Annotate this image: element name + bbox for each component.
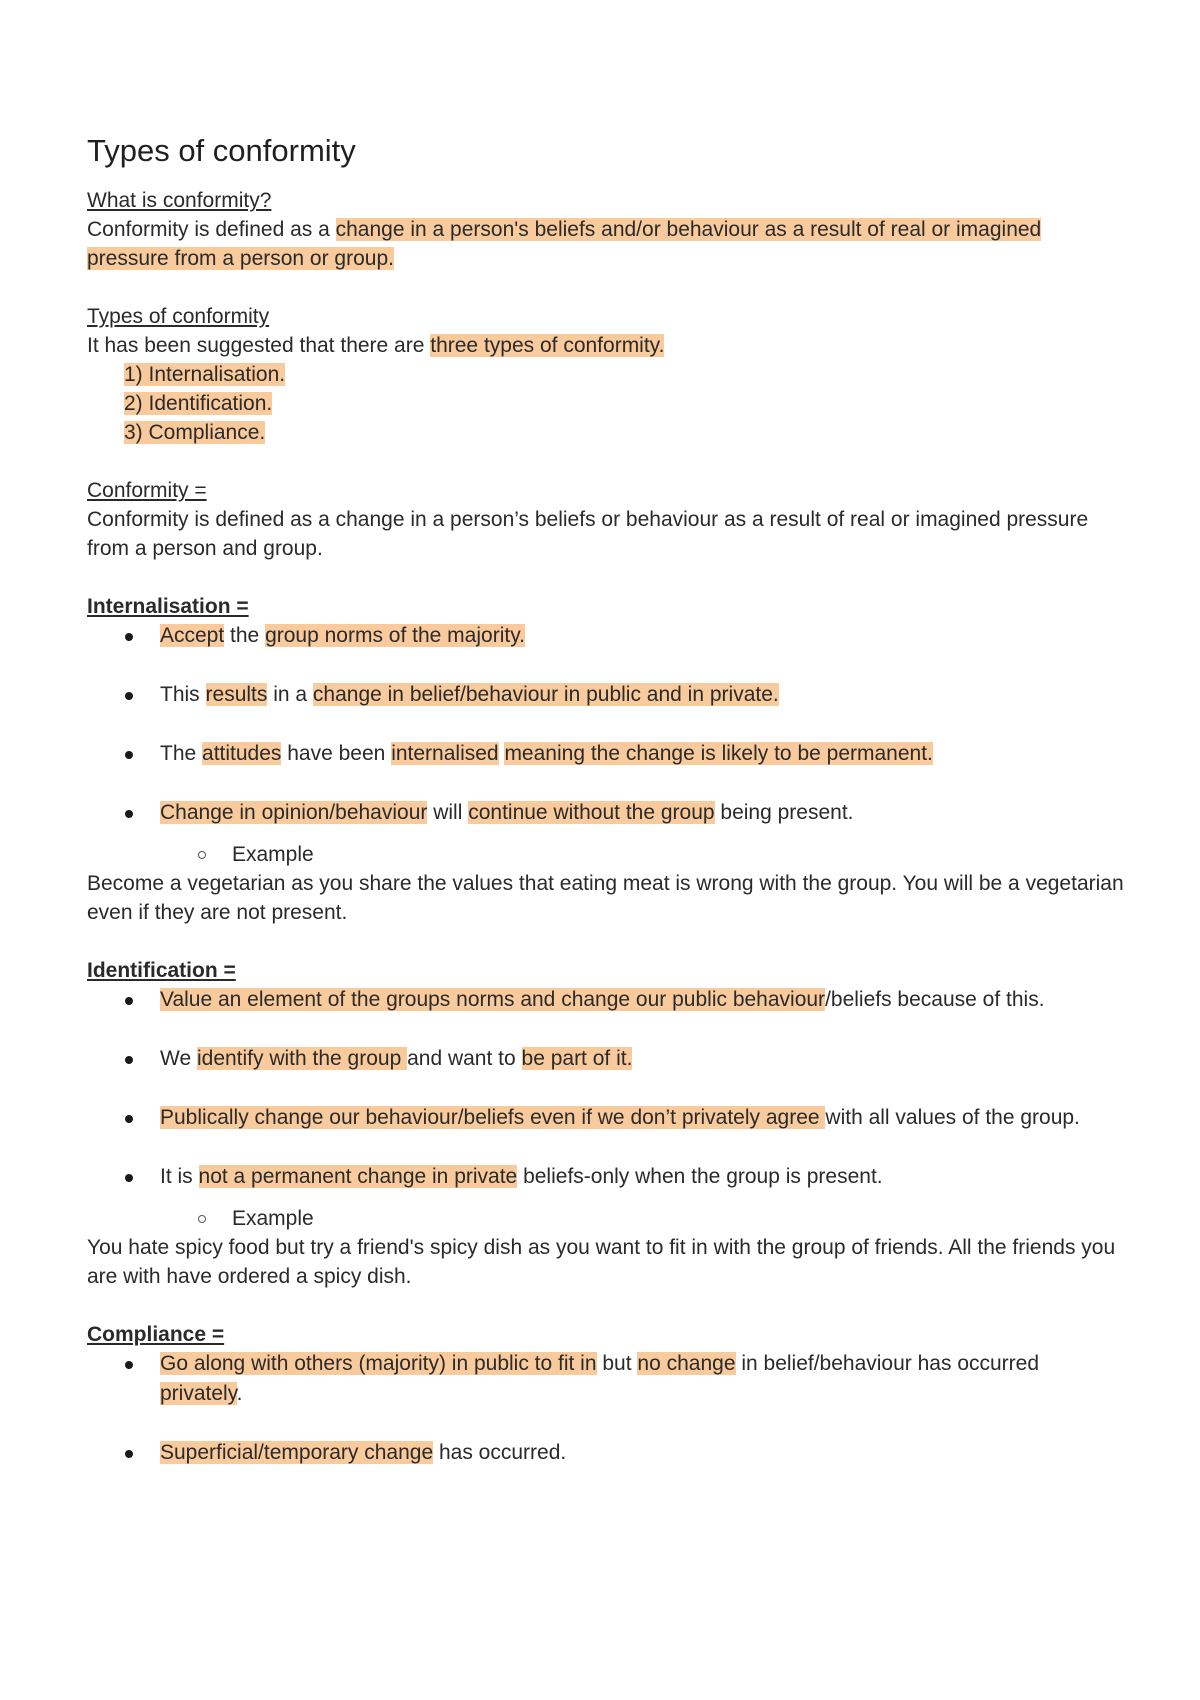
identification-heading [87, 956, 1127, 985]
types-heading [87, 302, 1127, 331]
text-run: . [236, 1382, 243, 1406]
bullet-icon [125, 1361, 133, 1369]
highlighted-text: no change [637, 1352, 736, 1376]
text-run: This [160, 683, 206, 707]
list-item [87, 1103, 1127, 1133]
highlighted-text: Publically change our behaviour/beliefs even if we don’t privately agree [160, 1106, 826, 1130]
bullet-icon [125, 1174, 133, 1182]
text-run: but [596, 1352, 638, 1376]
text-run: being present. [714, 801, 854, 825]
page-title: Types of conformity [87, 133, 356, 168]
text-run: Compliance = [87, 1323, 225, 1347]
highlighted-text: attitudes [202, 742, 282, 766]
list-item [87, 1044, 1127, 1074]
highlighted-text: Accept [160, 624, 225, 648]
example-label [87, 1204, 1127, 1233]
text-run: Conformity is defined as a [87, 218, 336, 242]
highlighted-text: privately [160, 1382, 237, 1406]
text-run: and want to [407, 1047, 522, 1071]
bullet-icon [125, 997, 133, 1005]
bullet-icon [125, 1056, 133, 1064]
bullet-icon [125, 751, 133, 759]
text-run: with all values of the group. [825, 1106, 1080, 1130]
internalisation-heading [87, 592, 1127, 621]
text-run: Identification = [87, 959, 236, 983]
list-item [87, 985, 1127, 1015]
text-run: beliefs-only when the group is present. [517, 1165, 883, 1189]
text-run: Types of conformity [87, 305, 270, 329]
what-paragraph [87, 215, 1127, 273]
highlighted-text: change in belief/behaviour in public and in private. [312, 683, 779, 707]
identification-list [87, 985, 1127, 1192]
list-item [87, 621, 1127, 651]
circle-bullet-icon [198, 851, 206, 859]
bullet-icon [125, 633, 133, 641]
text-run: have been [281, 742, 392, 766]
circle-bullet-icon [198, 1215, 206, 1223]
bullet-icon [125, 692, 133, 700]
highlighted-text: three types of conformity. [430, 334, 665, 358]
what-heading [87, 186, 1127, 215]
types-paragraph [87, 331, 1127, 360]
list-item [124, 389, 1127, 418]
conformity-paragraph: Conformity is defined as a change in a person’s beliefs or behaviour as a result of real or imagined pressure from a person and group. [87, 508, 1089, 561]
text-run: has occurred. [433, 1441, 567, 1465]
conformity-heading [87, 476, 1127, 505]
compliance-list [87, 1349, 1127, 1468]
text-run: the [224, 624, 266, 648]
highlighted-text: change in a person's beliefs and/or behaviour as a result of real or imagined pressure from a person or group. [87, 218, 1042, 271]
highlighted-text: continue without the group [468, 801, 715, 825]
text-run: What is conformity? [87, 189, 272, 213]
list-item [87, 798, 1127, 828]
highlighted-text: group norms of the majority. [265, 624, 525, 648]
list-item [87, 1438, 1127, 1468]
highlighted-text: internalised [391, 742, 499, 766]
internalisation-list [87, 621, 1127, 828]
list-item [124, 360, 1127, 389]
bullet-icon [125, 810, 133, 818]
highlighted-text: Go along with others (majority) in public to fit in [160, 1352, 597, 1376]
highlighted-text: Superficial/temporary change [160, 1441, 434, 1465]
text-run: will [427, 801, 469, 825]
text-run: in belief/behaviour has occurred [735, 1352, 1040, 1376]
example-label [87, 840, 1127, 869]
text-run: We [160, 1047, 197, 1071]
text-run: Conformity = [87, 479, 207, 503]
example-paragraph: You hate spicy food but try a friend's spicy dish as you want to fit in with the group of friends. All the friends you are with have ordered a spicy dish. [87, 1236, 1116, 1289]
text-run: Internalisation = [87, 595, 249, 619]
highlighted-text: Value an element of the groups norms and change our public behaviour [160, 988, 826, 1012]
highlighted-text: meaning the change is likely to be permanent. [504, 742, 933, 766]
highlighted-text: 2) Identification. [124, 392, 273, 416]
highlighted-text: Change in opinion/behaviour [160, 801, 428, 825]
list-item [87, 739, 1127, 769]
text-run: The [160, 742, 203, 766]
text-run: Example [232, 1207, 314, 1231]
highlighted-text: not a permanent change in private [198, 1165, 518, 1189]
highlighted-text: 1) Internalisation. [124, 363, 286, 387]
document-content [87, 132, 1127, 1497]
bullet-icon [125, 1115, 133, 1123]
highlighted-text: 3) Compliance. [124, 421, 266, 445]
text-run: in a [267, 683, 313, 707]
example-paragraph: Become a vegetarian as you share the values that eating meat is wrong with the group. You will be a vegetarian even if they are not present. [87, 872, 1124, 925]
text-run: /beliefs because of this. [825, 988, 1045, 1012]
bullet-icon [125, 1450, 133, 1458]
highlighted-text: results [205, 683, 268, 707]
text-run: It has been suggested that there are [87, 334, 431, 358]
list-item [87, 1162, 1127, 1192]
highlighted-text: be part of it. [521, 1047, 633, 1071]
text-run: It is [160, 1165, 199, 1189]
list-item [87, 1349, 1127, 1409]
types-list [87, 360, 1127, 447]
highlighted-text: identify with the group [196, 1047, 408, 1071]
list-item [124, 418, 1127, 447]
list-item [87, 680, 1127, 710]
text-run: Example [232, 843, 314, 867]
compliance-heading [87, 1320, 1127, 1349]
